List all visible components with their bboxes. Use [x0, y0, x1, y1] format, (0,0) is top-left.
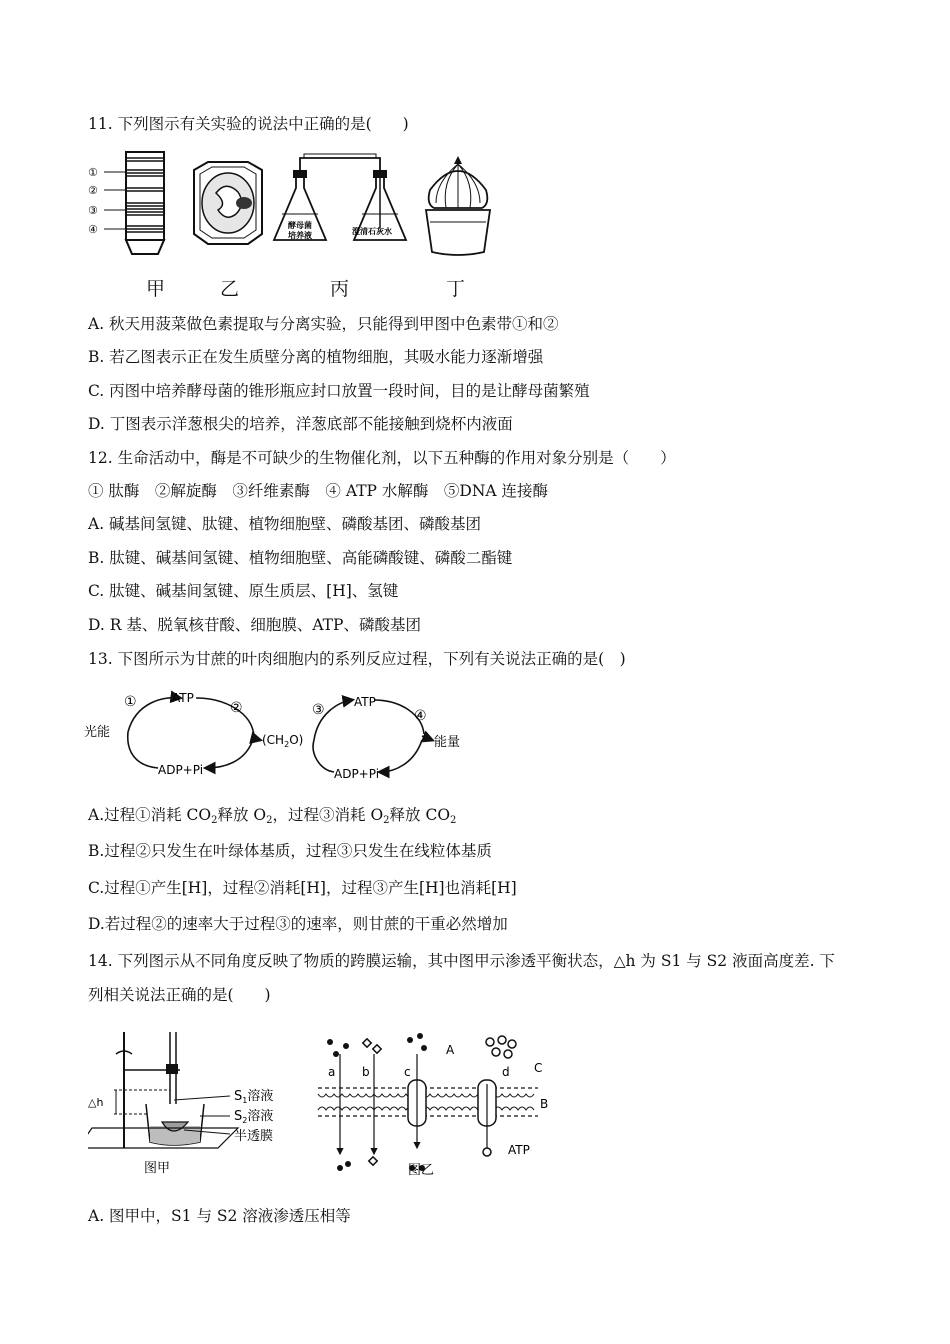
- label-A: A: [446, 1043, 455, 1057]
- flask-apparatus: [274, 154, 406, 240]
- flask-label-1a: 酵母菌: [288, 221, 312, 230]
- ch2o-pre: (CH: [262, 733, 285, 747]
- q12-enzymes: ① 肽酶 ②解旋酶 ③纤维素酶 ④ ATP 水解酶 ⑤DNA 连接酶: [88, 482, 549, 500]
- label-a: a: [328, 1065, 336, 1079]
- atp-label-2: ATP: [354, 695, 376, 709]
- caption-fig-jia: 图甲: [144, 1161, 171, 1176]
- q13-option-a: [88, 805, 456, 831]
- atp-label-yi: ATP: [508, 1143, 530, 1157]
- band-mark-3: ③: [88, 204, 98, 217]
- q11-option-d: D. 丁图表示洋葱根尖的培养，洋葱底部不能接触到烧杯内液面: [88, 415, 513, 433]
- q12-option-a: A. 碱基间氢键、肽键、植物细胞壁、磷酸基团、磷酸基团: [88, 515, 482, 533]
- q13-a-s3: 2: [383, 815, 390, 826]
- figure-yi: [312, 1024, 562, 1184]
- q13-option-c: C.过程①产生[H]，过程②消耗[H]，过程③产生[H]也消耗[H]: [88, 879, 517, 897]
- label-B: B: [540, 1097, 549, 1111]
- q13-a-p2: 释放 O: [217, 806, 267, 824]
- s2-post: 溶液: [247, 1109, 274, 1124]
- ch2o-post: O): [289, 733, 304, 747]
- caption-ding: 丁: [446, 278, 466, 300]
- step-3-label: ③: [312, 702, 325, 718]
- q13-option-d: D.若过程②的速率大于过程③的速率，则甘蔗的干重必然增加: [88, 915, 508, 933]
- s1-post: 溶液: [247, 1089, 274, 1104]
- q14-stem-line2: 列相关说法正确的是( ): [88, 986, 271, 1004]
- q11-option-a: A. 秋天用菠菜做色素提取与分离实验，只能得到甲图中色素带①和②: [88, 315, 559, 333]
- q11-stem: 11. 下列图示有关实验的说法中正确的是( ): [88, 115, 409, 133]
- q13-a-p1: A.过程①消耗 CO: [88, 806, 212, 824]
- caption-yi: 乙: [220, 278, 240, 300]
- caption-jia: 甲: [146, 278, 166, 300]
- s2-label: [234, 1108, 273, 1125]
- energy-label: 能量: [434, 735, 461, 750]
- s2-sub: 2: [242, 1116, 248, 1125]
- flask-label-1b: 培养液: [288, 231, 312, 240]
- q11-option-b: B. 若乙图表示正在发生质壁分离的植物细胞，其吸水能力逐渐增强: [88, 348, 544, 366]
- lipid-bilayer: [318, 1088, 538, 1116]
- step-4-label: ④: [414, 708, 427, 724]
- ch2o-sub: 2: [284, 740, 290, 749]
- q11-figure: [86, 148, 506, 300]
- step-2-label: ②: [230, 700, 243, 716]
- label-d: d: [502, 1065, 510, 1079]
- q14-stem-line1: 14. 下列图示从不同角度反映了物质的跨膜运输，其中图甲示渗透平衡状态，△h 为 S1 与 S2 液面高度差. 下: [88, 952, 835, 970]
- light-energy-label: 光能: [84, 725, 111, 740]
- band-mark-2: ②: [88, 184, 98, 197]
- label-C: C: [534, 1061, 543, 1075]
- s2-pre: S: [234, 1109, 243, 1124]
- s1-label: [234, 1088, 273, 1105]
- q13-option-b: B.过程②只发生在叶绿体基质，过程③只发生在线粒体基质: [88, 842, 492, 860]
- chromatography-strip: [88, 152, 164, 254]
- q13-diagram: [84, 684, 484, 784]
- q14-option-a: A. 图甲中，S1 与 S2 溶液渗透压相等: [88, 1207, 351, 1225]
- membrane-label: 半透膜: [234, 1129, 274, 1144]
- atp-label-1: ATP: [172, 691, 194, 705]
- s1-pre: S: [234, 1089, 243, 1104]
- band-mark-1: ①: [88, 166, 98, 179]
- q13-a-s1: 2: [211, 815, 218, 826]
- q12-option-d: D. R 基、脱氧核苷酸、细胞膜、ATP、磷酸基团: [88, 616, 421, 634]
- ch2o-label: [262, 733, 303, 749]
- label-c: c: [404, 1065, 411, 1079]
- q11-option-c: C. 丙图中培养酵母菌的锥形瓶应封口放置一段时间，目的是让酵母菌繁殖: [88, 382, 590, 400]
- q12-stem: 12. 生命活动中，酶是不可缺少的生物催化剂，以下五种酶的作用对象分别是（ ）: [88, 449, 676, 467]
- q12-option-c: C. 肽键、碱基间氢键、原生质层、[H]、氢键: [88, 582, 399, 600]
- delta-h-label: △h: [88, 1096, 104, 1109]
- adp-label-2: ADP+Pi: [334, 767, 380, 781]
- s1-sub: 1: [242, 1096, 248, 1105]
- label-b: b: [362, 1065, 370, 1079]
- flask-label-2: 澄清石灰水: [352, 227, 392, 236]
- caption-bing: 丙: [330, 278, 350, 300]
- band-mark-4: ④: [88, 223, 98, 236]
- q13-stem: 13. 下图所示为甘蔗的叶肉细胞内的系列反应过程，下列有关说法正确的是( ): [88, 650, 626, 668]
- q13-a-p3: ，过程③消耗 O: [272, 806, 384, 824]
- q13-a-p4: 释放 CO: [389, 806, 451, 824]
- adp-label-1: ADP+Pi: [158, 763, 204, 777]
- q13-a-s4: 2: [450, 815, 457, 826]
- plant-cell: [194, 162, 262, 244]
- q12-option-b: B. 肽键、碱基间氢键、植物细胞壁、高能磷酸键、磷酸二酯键: [88, 549, 513, 567]
- q13-a-s2: 2: [266, 815, 273, 826]
- caption-fig-yi: 图乙: [408, 1163, 435, 1178]
- figure-jia: [88, 1024, 298, 1184]
- step-1-label: ①: [124, 694, 137, 710]
- onion-beaker: [426, 156, 490, 255]
